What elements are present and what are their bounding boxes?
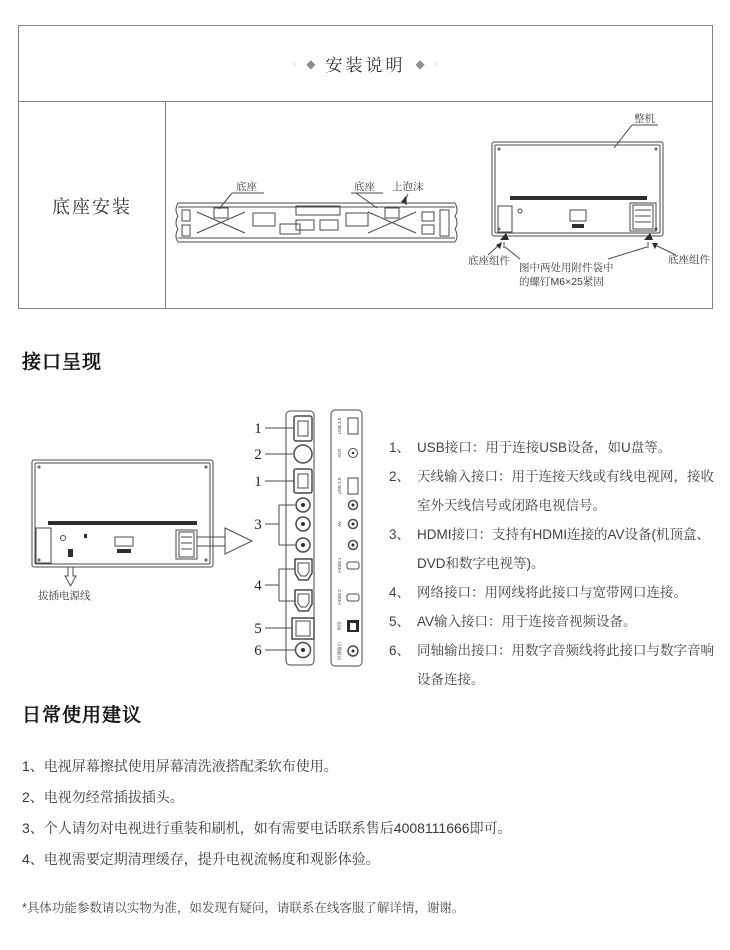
power-cord-label: 拔插电源线 xyxy=(38,590,91,602)
base-label-1: 底座 xyxy=(236,181,257,193)
screw-note-line2: 的螺钉M6×25紧固 xyxy=(519,276,604,288)
port-description-1 xyxy=(389,433,729,462)
strip-label-coax: 同轴输出 xyxy=(337,642,342,660)
base-label-2: 底座 xyxy=(354,181,375,193)
port-number-6: 6 xyxy=(254,643,262,659)
desc-text: USB接口：用于连接USB设备，如U盘等。 xyxy=(417,440,672,455)
desc-number: 4、 xyxy=(389,585,411,600)
packaging-diagram xyxy=(170,150,462,275)
strip-label-ant: ANT xyxy=(337,448,342,458)
desc-number: 2、 xyxy=(389,469,411,484)
port-description-2 xyxy=(389,462,729,520)
disclaimer-footnote: *具体功能参数请以实物为准，如发现有疑问，请联系在线客服了解详情，谢谢。 xyxy=(22,901,465,915)
port-number-2: 2 xyxy=(254,447,262,463)
screw-note-line1: 图中两处用附件袋中 xyxy=(519,262,614,274)
installation-title: 安装说明 xyxy=(325,56,406,75)
daily-tip-2: 2、电视勿经常插拔插头。 xyxy=(22,789,184,805)
ornament-diamond-left: ◆ xyxy=(306,56,316,71)
port-number-1a: 1 xyxy=(254,421,262,437)
base-assembly-label-right: 底座组件 xyxy=(668,254,710,266)
desc-text: 网络接口：用网线将此接口与宽带网口连接。 xyxy=(417,585,687,600)
daily-heading: 日常使用建议 xyxy=(22,705,143,726)
foam-label: 上泡沫 xyxy=(392,181,424,193)
tv-back-ports-diagram xyxy=(22,440,254,610)
desc-text: AV输入接口：用于连接音视频设备。 xyxy=(417,614,637,629)
installation-title-row xyxy=(19,26,712,102)
port-descriptions xyxy=(389,433,729,694)
ports-heading: 接口呈现 xyxy=(22,352,103,373)
tv-back-diagram xyxy=(462,106,718,306)
desc-number: 1、 xyxy=(389,440,411,455)
port-number-5: 5 xyxy=(254,621,262,637)
strip-label-hdmi1: HDMI 1 xyxy=(337,557,342,573)
port-description-5 xyxy=(389,607,729,636)
port-description-6 xyxy=(389,636,729,694)
port-panel-diagram xyxy=(248,408,326,676)
port-number-1b: 1 xyxy=(254,474,262,490)
ornament-diamond-right: ◆ xyxy=(415,56,425,71)
strip-label-av: AV xyxy=(337,521,342,527)
desc-number: 6、 xyxy=(389,643,411,658)
port-number-3: 3 xyxy=(254,517,262,533)
daily-tips-list xyxy=(22,751,712,875)
strip-label-lan: 网络 xyxy=(337,621,342,631)
daily-tip-1: 1、电视屏幕擦拭使用屏幕清洗液搭配柔软布使用。 xyxy=(22,758,338,774)
base-assembly-label-left: 底座组件 xyxy=(468,255,510,267)
strip-label-usb2: USB 2.0 xyxy=(337,477,342,495)
port-number-4: 4 xyxy=(254,578,262,594)
ornament-dot-left: ◦ xyxy=(293,58,297,69)
whole-unit-label: 整机 xyxy=(634,113,655,125)
desc-text: 天线输入接口：用于连接天线或有线电视网，接收室外天线信号或闭路电视信号。 xyxy=(417,469,714,513)
strip-label-usb3: USB 3.0 xyxy=(337,417,342,435)
port-description-4 xyxy=(389,578,729,607)
base-install-cell xyxy=(19,102,166,309)
strip-label-hdmi2: HDMI 2 xyxy=(337,589,342,605)
desc-text: 同轴输出接口：用数字音频线将此接口与数字音响设备连接。 xyxy=(417,643,714,687)
ornament-dot-right: ◦ xyxy=(434,58,438,69)
daily-tip-4: 4、电视需要定期清理缓存，提升电视流畅度和观影体验。 xyxy=(22,851,380,867)
daily-tip-3: 3、个人请勿对电视进行重装和刷机，如有需要电话联系售后4008111666即可。 xyxy=(22,820,512,836)
desc-number: 5、 xyxy=(389,614,411,629)
desc-number: 3、 xyxy=(389,527,411,542)
desc-text: HDMI接口：支持有HDMI连接的AV设备(机顶盒、DVD和数字电视等)。 xyxy=(417,527,710,571)
port-strip-diagram xyxy=(328,406,368,671)
base-install-label: 底座安装 xyxy=(52,196,132,217)
port-description-3 xyxy=(389,520,729,578)
